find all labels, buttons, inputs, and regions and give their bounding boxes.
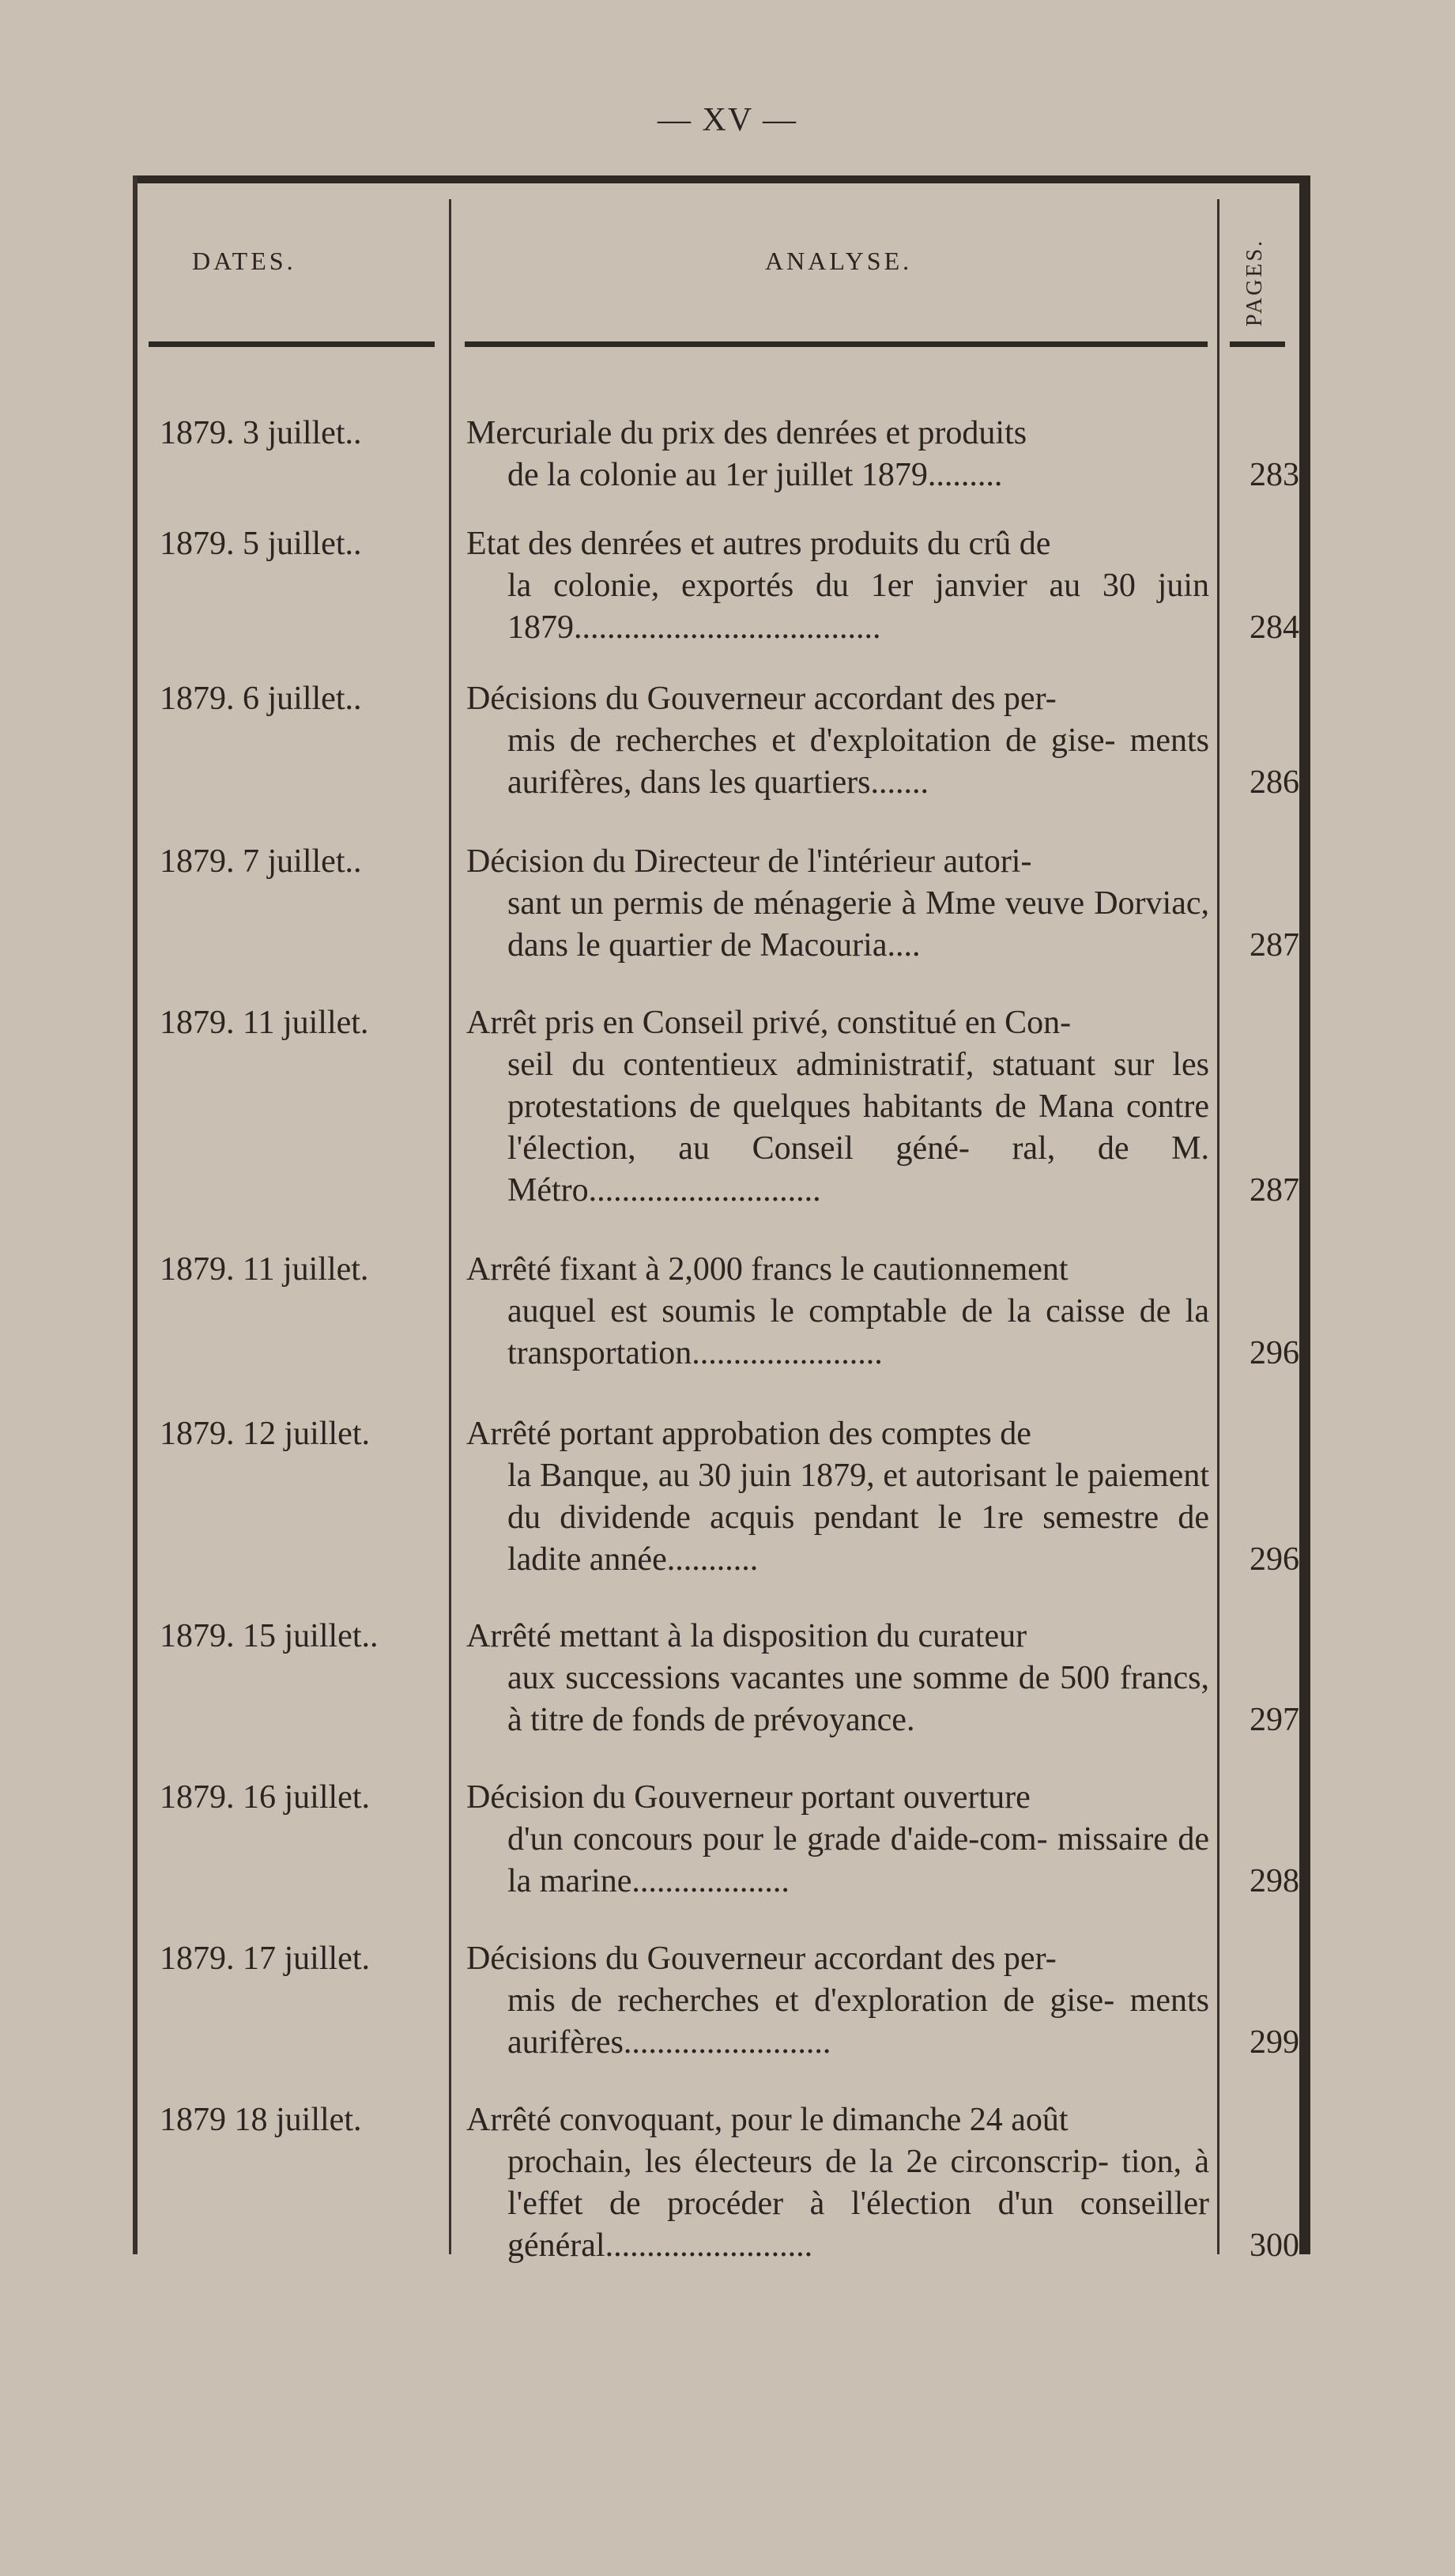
entry-date: 1879. 11 juillet. — [160, 1005, 369, 1041]
header-rule-analyse — [465, 341, 1208, 347]
entry-analysis — [466, 1777, 1209, 1903]
column-divider-pages — [1217, 199, 1219, 2254]
entry-page: 299 — [1250, 2024, 1299, 2061]
entry-analysis-first-line: Arrêté mettant à la disposition du curateur — [466, 1618, 1027, 1654]
entry-page: 286 — [1250, 764, 1299, 801]
header-rule-dates — [149, 341, 435, 347]
entry-analysis — [466, 413, 1209, 496]
entry-analysis-first-line: Décisions du Gouverneur accordant des per- — [466, 1940, 1057, 1977]
entry-analysis-first-line: Décisions du Gouverneur accordant des per- — [466, 681, 1057, 717]
entry-analysis — [466, 523, 1209, 649]
entry-analysis-continuation: auquel est soumis le comptable de la caisse de la transportation....................... — [507, 1293, 1209, 1371]
header-pages: PAGES. — [1242, 238, 1267, 326]
page-number: — XV — — [658, 102, 797, 138]
entry-analysis-continuation: aux successions vacantes une somme de 500 francs, à titre de fonds de prévoyance. — [507, 1660, 1209, 1738]
entry-date: 1879. 12 juillet. — [160, 1416, 370, 1452]
entry-page: 283 — [1250, 457, 1299, 493]
entry-analysis-continuation: de la colonie au 1er juillet 1879......... — [507, 457, 1003, 493]
entry-page: 296 — [1250, 1335, 1299, 1371]
entry-date: 1879. 16 juillet. — [160, 1779, 370, 1816]
entry-analysis-continuation: d'un concours pour le grade d'aide-com- missaire de la marine................... — [507, 1821, 1209, 1899]
entry-analysis-first-line: Décision du Gouverneur portant ouverture — [466, 1779, 1031, 1816]
entry-analysis-continuation: mis de recherches et d'exploitation de gise- ments aurifères, dans les quartiers....... — [507, 722, 1209, 801]
entry-analysis-continuation: sant un permis de ménagerie à Mme veuve Dorviac, dans le quartier de Macouria.... — [507, 885, 1209, 964]
entry-analysis-first-line: Arrêté fixant à 2,000 francs le cautionnement — [466, 1251, 1069, 1288]
entry-page: 300 — [1250, 2227, 1299, 2264]
entry-analysis — [466, 1938, 1209, 2064]
index-table — [133, 175, 1310, 2264]
entry-analysis — [466, 1413, 1209, 1581]
entry-analysis-continuation: mis de recherches et d'exploration de gise- ments aurifères......................... — [507, 1982, 1209, 2061]
entry-date: 1879. 3 juillet.. — [160, 415, 362, 451]
entry-analysis-first-line: Etat des denrées et autres produits du crû de — [466, 526, 1051, 562]
entry-analysis-first-line: Arrêté portant approbation des comptes de — [466, 1416, 1031, 1452]
entry-date: 1879 18 juillet. — [160, 2102, 362, 2138]
entry-analysis — [466, 841, 1209, 967]
entry-page: 287 — [1250, 927, 1299, 964]
header-dates: DATES. — [192, 247, 296, 275]
entry-date: 1879. 17 juillet. — [160, 1940, 370, 1977]
entry-analysis — [466, 678, 1209, 804]
entry-analysis-first-line: Décision du Directeur de l'intérieur autori- — [466, 843, 1032, 880]
table-right-border — [1299, 175, 1310, 2254]
entry-analysis — [466, 1249, 1209, 1375]
column-divider-dates — [449, 199, 451, 2254]
table-left-border — [133, 175, 138, 2254]
entry-analysis — [466, 1002, 1209, 1212]
entry-analysis — [466, 2099, 1209, 2267]
entry-page: 297 — [1250, 1702, 1299, 1738]
entry-date: 1879. 11 juillet. — [160, 1251, 369, 1288]
header-rule-pages — [1230, 341, 1285, 347]
entry-analysis — [466, 1616, 1209, 1741]
entry-analysis-continuation: la colonie, exportés du 1er janvier au 30 juin 1879..................................... — [507, 568, 1209, 646]
header-analyse: ANALYSE. — [765, 247, 913, 275]
entry-analysis-continuation: la Banque, au 30 juin 1879, et autorisant le paiement du dividende acquis pendant le 1re semestre de ladite année........... — [507, 1458, 1209, 1578]
entry-page: 298 — [1250, 1863, 1299, 1899]
entry-date: 1879. 15 juillet.. — [160, 1618, 379, 1654]
entry-page: 287 — [1250, 1172, 1299, 1209]
entry-analysis-continuation: prochain, les électeurs de la 2e circonscrip- tion, à l'effet de procéder à l'élection d'un conseiller général......................... — [507, 2144, 1209, 2264]
entry-page: 296 — [1250, 1541, 1299, 1578]
entry-date: 1879. 6 juillet.. — [160, 681, 362, 717]
table-top-border — [133, 175, 1310, 183]
entry-analysis-first-line: Mercuriale du prix des denrées et produits — [466, 415, 1027, 451]
entry-analysis-continuation: seil du contentieux administratif, statuant sur les protestations de quelques habitants de Mana contre l'élection, au Conseil géné- ral, de M. Métro............................ — [507, 1047, 1209, 1209]
entry-page: 284 — [1250, 609, 1299, 646]
entry-date: 1879. 5 juillet.. — [160, 526, 362, 562]
entry-analysis-first-line: Arrêt pris en Conseil privé, constitué en Con- — [466, 1005, 1072, 1041]
entry-analysis-first-line: Arrêté convoquant, pour le dimanche 24 août — [466, 2102, 1069, 2138]
entry-date: 1879. 7 juillet.. — [160, 843, 362, 880]
